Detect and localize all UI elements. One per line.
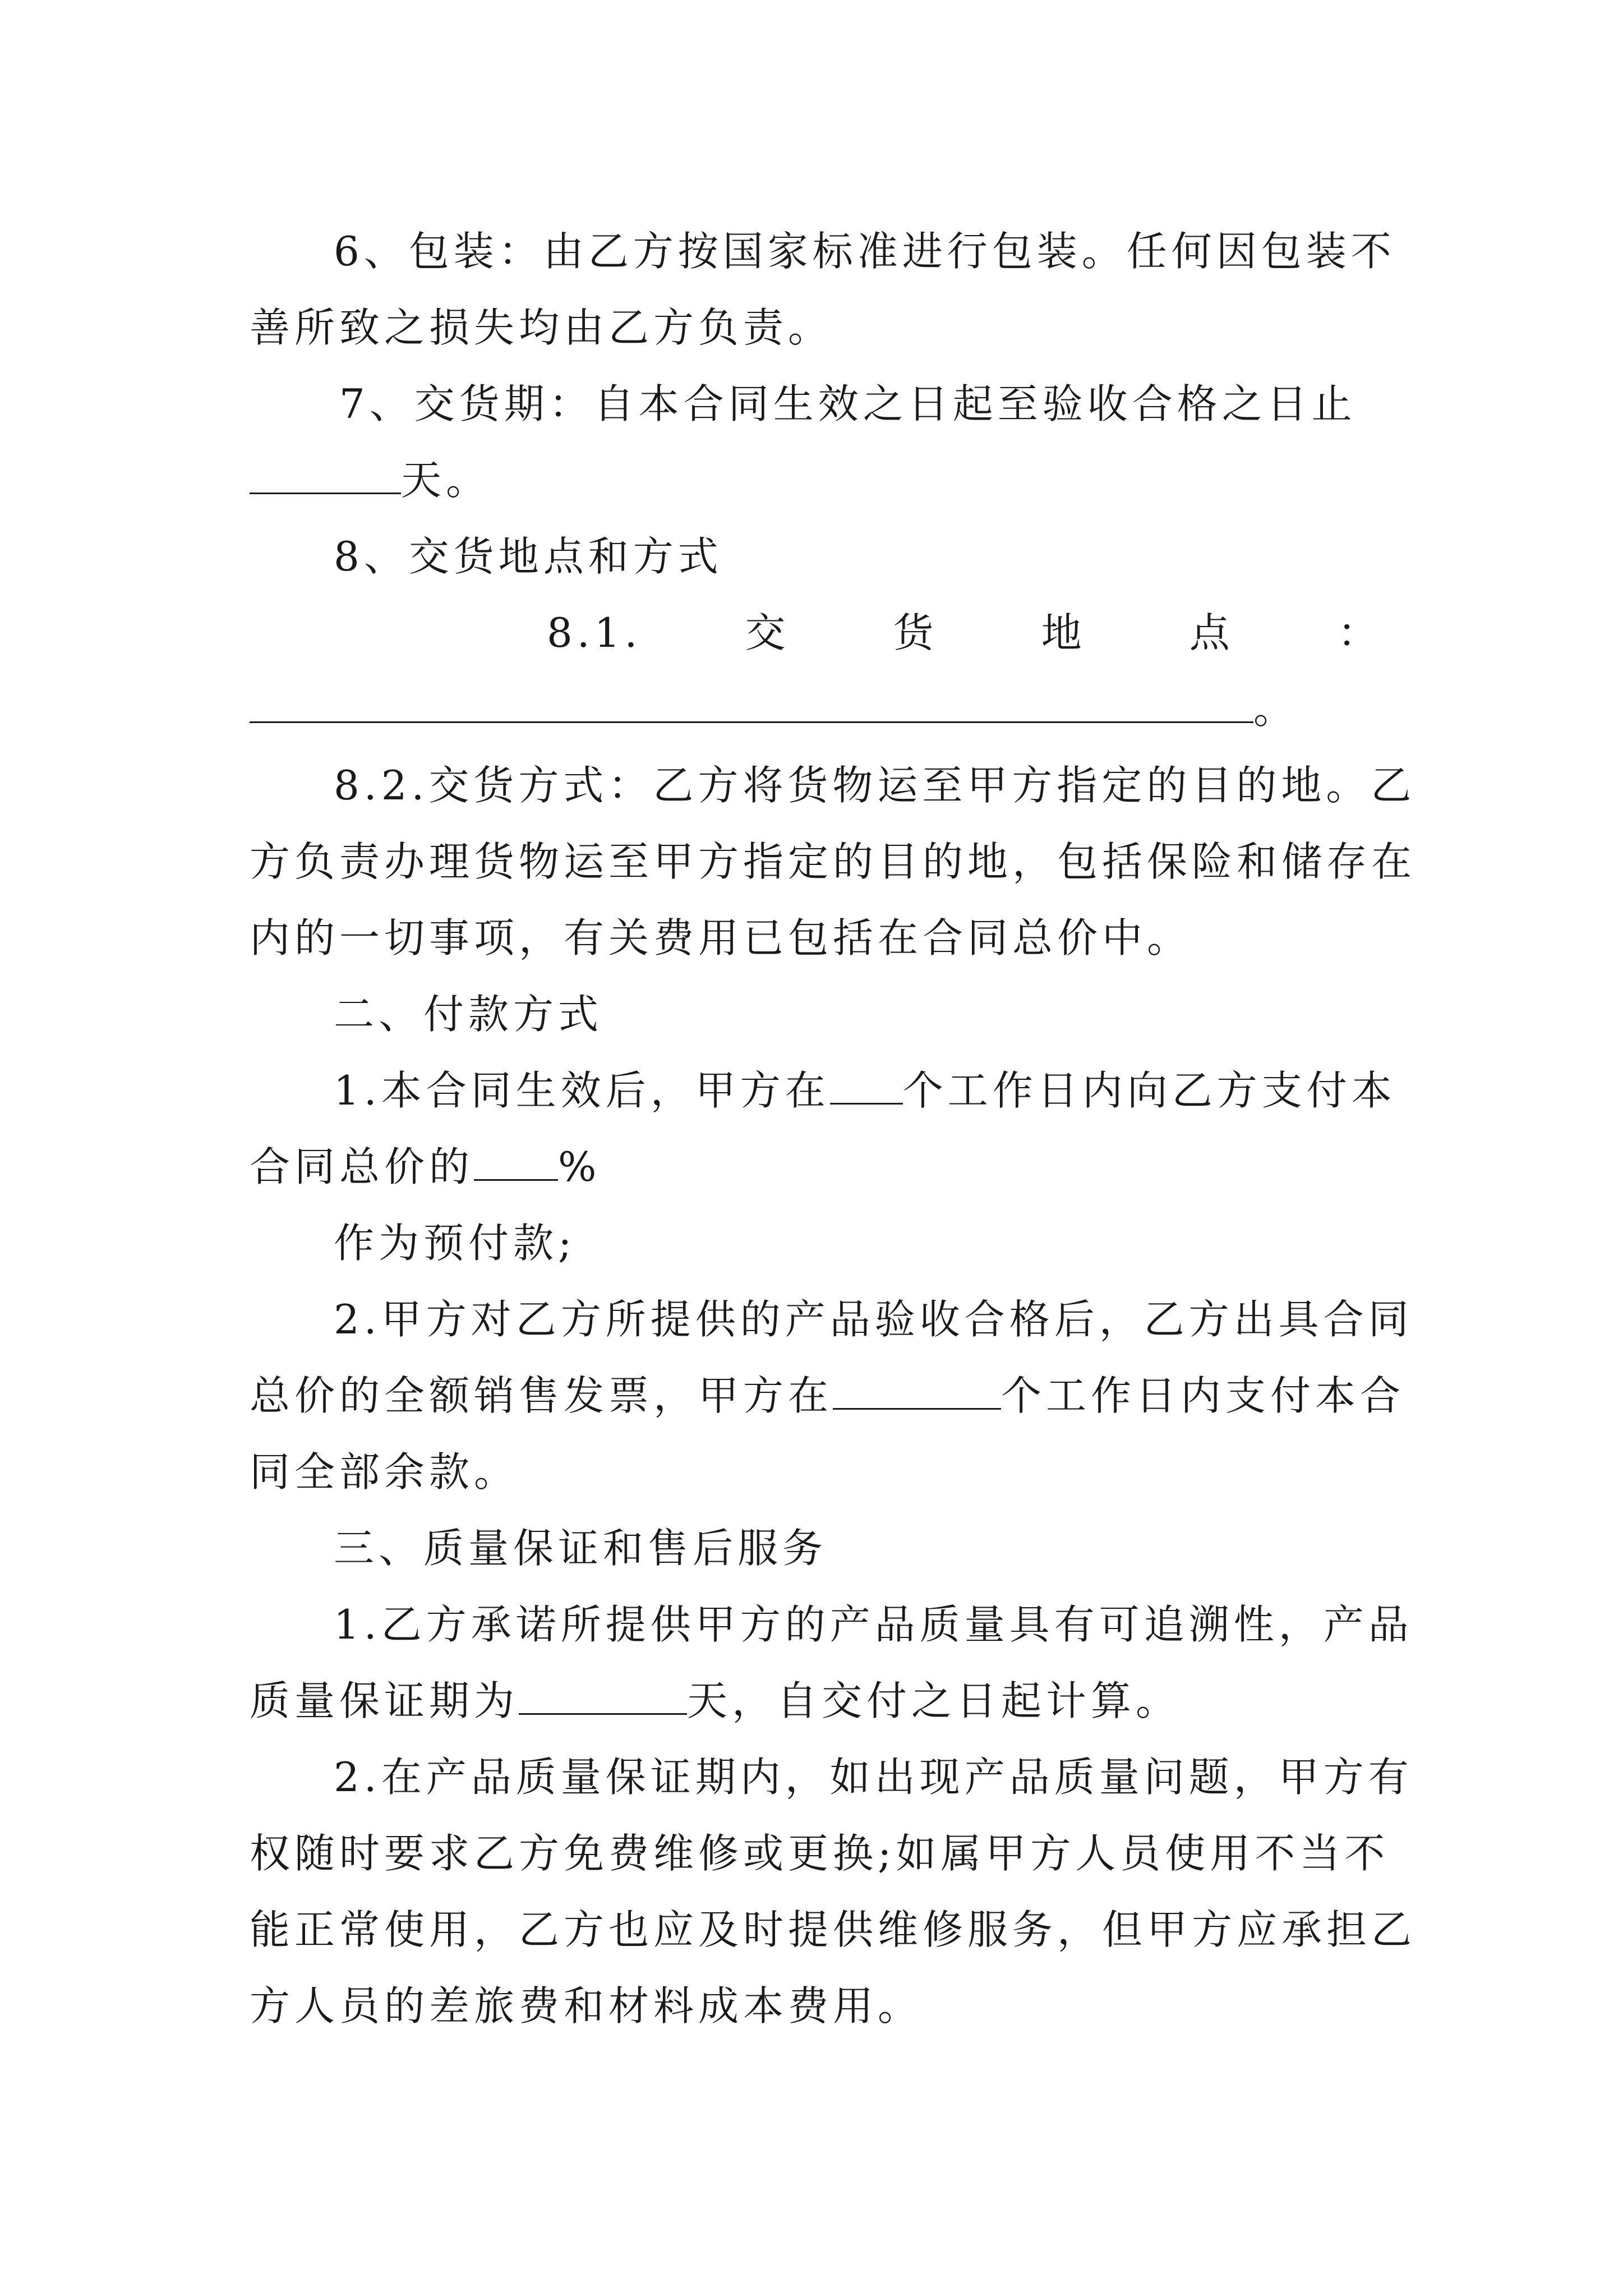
para-quality-2-line4: 方人员的差旅费和材料成本费用。 [250, 1982, 923, 2030]
para-packaging-line1: 6、包装：由乙方按国家标准进行包装。任何因包装不 [334, 228, 1396, 275]
para-payment-2-line2 [250, 1358, 1405, 1434]
blank-delivery-place [250, 682, 1253, 723]
blank-delivery-days [250, 453, 401, 494]
payment-1-text-b: 个工作日内向乙方支付本 [902, 1067, 1396, 1114]
para-delivery-place-line2 [250, 671, 1382, 747]
para-prepayment: 作为预付款; [334, 1220, 577, 1267]
para-payment-2-line3: 同全部余款。 [250, 1448, 519, 1496]
para-delivery-period-line1: 7、交货期：自本合同生效之日起至验收合格之日止 [339, 380, 1357, 427]
delivery-place-number: 8.1. [547, 609, 642, 656]
para-delivery-method-line2: 方负责办理货物运至甲方指定的目的地，包括保险和储存在 [250, 838, 1417, 885]
delivery-days-suffix: 天。 [401, 457, 491, 504]
para-delivery-period-line2 [250, 442, 1382, 518]
para-payment-2-line1: 2.甲方对乙方所提供的产品验收合格后，乙方出具合同 [334, 1296, 1413, 1343]
heading-quality-service: 三、质量保证和售后服务 [334, 1525, 828, 1572]
payment-2-text-b: 个工作日内支付本合 [1001, 1372, 1405, 1419]
heading-payment-method: 二、付款方式 [334, 991, 603, 1038]
delivery-place-char-1: 交 [745, 609, 790, 656]
delivery-place-colon: ： [1337, 609, 1382, 656]
para-quality-1-line2 [250, 1663, 1382, 1739]
para-quality-1-line1: 1.乙方承诺所提供甲方的产品质量具有可追溯性，产品 [334, 1601, 1413, 1648]
para-quality-2-line2: 权随时要求乙方免费维修或更换;如属甲方人员使用不当不 [250, 1830, 1390, 1877]
payment-2-text-a: 总价的全额销售发票，甲方在 [250, 1372, 833, 1419]
para-packaging-line2: 善所致之损失均由乙方负责。 [250, 304, 833, 351]
para-payment-1-line1 [250, 1052, 1396, 1129]
blank-warranty-days [519, 1674, 687, 1715]
payment-1-text-c: 合同总价的 [250, 1143, 474, 1190]
document-body [250, 213, 1417, 2044]
para-delivery-method-line3: 内的一切事项，有关费用已包括在合同总价中。 [250, 914, 1192, 961]
delivery-place-char-2: 货 [893, 609, 938, 656]
para-payment-1-line2 [250, 1129, 1382, 1205]
delivery-place-char-3: 地 [1041, 609, 1086, 656]
delivery-place-char-4: 点 [1189, 609, 1234, 656]
para-delivery-place-line1 [250, 595, 1382, 671]
quality-1-text-b: 天，自交付之日起计算。 [687, 1677, 1181, 1724]
delivery-place-suffix: 。 [1253, 685, 1299, 733]
payment-1-text-a: 1.本合同生效后，甲方在 [334, 1067, 830, 1114]
para-delivery-method-line1: 8.2.交货方式：乙方将货物运至甲方指定的目的地。乙 [334, 762, 1416, 809]
para-quality-2-line1: 2.在产品质量保证期内，如出现产品质量问题，甲方有 [334, 1754, 1413, 1801]
quality-1-text-a: 质量保证期为 [250, 1677, 519, 1724]
blank-payment-balance-days [833, 1369, 1001, 1410]
blank-payment-days [830, 1064, 903, 1105]
para-quality-2-line3: 能正常使用，乙方也应及时提供维修服务，但甲方应承担乙 [250, 1906, 1417, 1953]
blank-payment-percent [474, 1140, 558, 1181]
para-delivery-place-method: 8、交货地点和方式 [334, 533, 723, 580]
payment-1-percent-sign: % [558, 1143, 601, 1190]
